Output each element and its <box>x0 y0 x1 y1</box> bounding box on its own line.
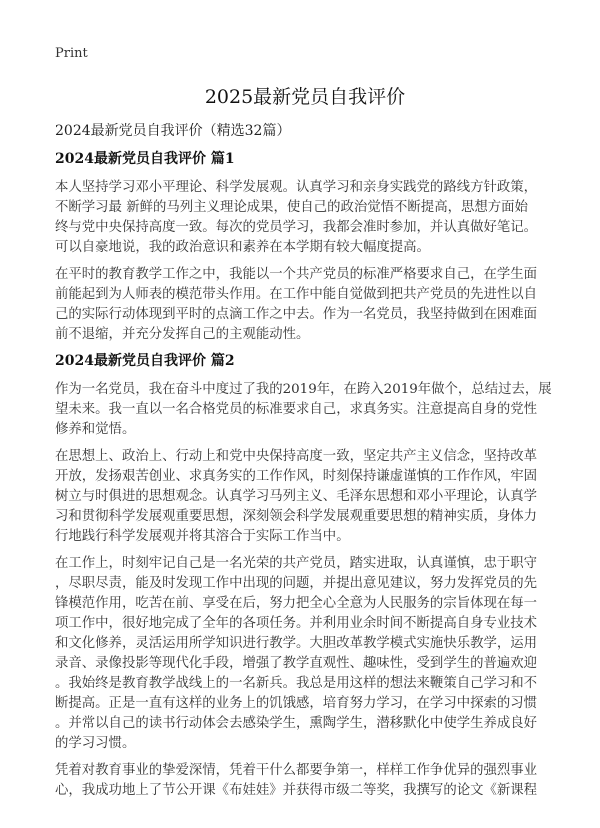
paragraph-line: 。并常以自己的读书行动体会去感染学生，熏陶学生，潜移默化中使学生养成良好 <box>55 716 538 731</box>
paragraph-line: 项工作中，很好地完成了全年的各项任务。并利用业余时间不断提高自身专业技术 <box>55 616 538 631</box>
print-label: Print <box>55 46 88 61</box>
section-heading: 2024最新党员自我评价 篇1 <box>55 151 235 167</box>
paragraph-line: 心，我成功地上了节公开课《布娃娃》并获得市级二等奖，我撰写的论文《新课程 <box>55 783 538 798</box>
paragraph-line: 前不退缩，并充分发挥自己的主观能动性。 <box>55 327 310 342</box>
document-subtitle: 2024最新党员自我评价（精选32篇） <box>55 123 291 139</box>
paragraph-line: 凭着对教育事业的挚爱深情，凭着干什么都要争第一，样样工作争优异的强烈事业 <box>55 763 538 778</box>
paragraph-line: 在思想上、政治上、行动上和党中央保持高度一致，坚定共产主义信念，坚持改革 <box>55 449 538 464</box>
document-body <box>55 150 555 808</box>
paragraph-line: 。我始终是教育教学战线上的一名新兵。我总是用这样的想法来鞭策自己学习和不 <box>55 676 538 691</box>
paragraph-line: 可以自豪地说，我的政治意识和素养在本学期有较大幅度提高。 <box>55 240 430 255</box>
paragraph-line: 录音、录像投影等现代化手段，增强了教学直观性、趣味性，受到学生的普遍欢迎 <box>55 656 538 671</box>
paragraph-line: 作为一名党员，我在奋斗中度过了我的2019年，在跨入2019年做个，总结过去，展 <box>55 382 552 397</box>
paragraph-line: 锋模范作用，吃苦在前、享受在后，努力把全心全意为人民服务的宗旨体现在每一 <box>55 596 538 611</box>
paragraph-line: 在平时的教育教学工作之中，我能以一个共产党员的标准严格要求自己，在学生面 <box>55 267 538 282</box>
paragraph <box>55 447 555 547</box>
paragraph-line: 行地践行科学发展观并将其溶合于实际工作当中。 <box>55 529 350 544</box>
paragraph <box>55 761 555 801</box>
paragraph-line: 习和贯彻科学发展观重要思想，深刻领会科学发展观重要思想的精神实质，身体力 <box>55 509 538 524</box>
paragraph-line: 在工作上，时刻牢记自己是一名光荣的共产党员，踏实进取，认真谨慎，忠于职守 <box>55 556 538 571</box>
section-heading: 2024最新党员自我评价 篇2 <box>55 353 235 369</box>
paragraph <box>55 380 555 440</box>
paragraph-line: 断提高。正是一直有这样的业务上的饥饿感，培育努力学习，在学习中探索的习惯 <box>55 696 538 711</box>
paragraph-line: 开放，发扬艰苦创业、求真务实的工作作风，时刻保持谦虚谨慎的工作作风，牢固 <box>55 469 538 484</box>
paragraph-line: 本人坚持学习邓小平理论、科学发展观。认真学习和亲身实践党的路线方针政策， <box>55 180 538 195</box>
paragraph-line: 不断学习最 新鲜的马列主义理论成果，使自己的政治觉悟不断提高，思想方面始 <box>55 200 528 215</box>
paragraph-line: 望未来。我一直以一名合格党员的标准要求自己，求真务实。注意提高自身的党性 <box>55 402 538 417</box>
paragraph <box>55 554 555 754</box>
paragraph-line: 终与党中央保持高度一致。每次的党员学习，我都会准时参加，并认真做好笔记。 <box>55 220 538 235</box>
paragraph-line: 修养和觉悟。 <box>55 422 136 437</box>
paragraph-line: 的学习习惯。 <box>55 736 136 751</box>
paragraph <box>55 265 555 345</box>
paragraph-line: ，尽职尽责，能及时发现工作中出现的问题，并提出意见建议，努力发挥党员的先 <box>55 576 538 591</box>
paragraph-line: 己的实际行动体现到平时的点滴工作之中去。作为一名党员，我坚持做到在困难面 <box>55 307 538 322</box>
document-title: 2025最新党员自我评价 <box>204 86 406 108</box>
paragraph-line: 前能起到为人师表的模范带头作用。在工作中能自觉做到把共产党员的先进性以自 <box>55 287 538 302</box>
paragraph <box>55 178 555 258</box>
paragraph-line: 和文化修养，灵活运用所学知识进行教学。大胆改革教学模式实施快乐教学，运用 <box>55 636 538 651</box>
paragraph-line: 树立与时俱进的思想观念。认真学习马列主义、毛泽东思想和邓小平理论，认真学 <box>55 489 538 504</box>
